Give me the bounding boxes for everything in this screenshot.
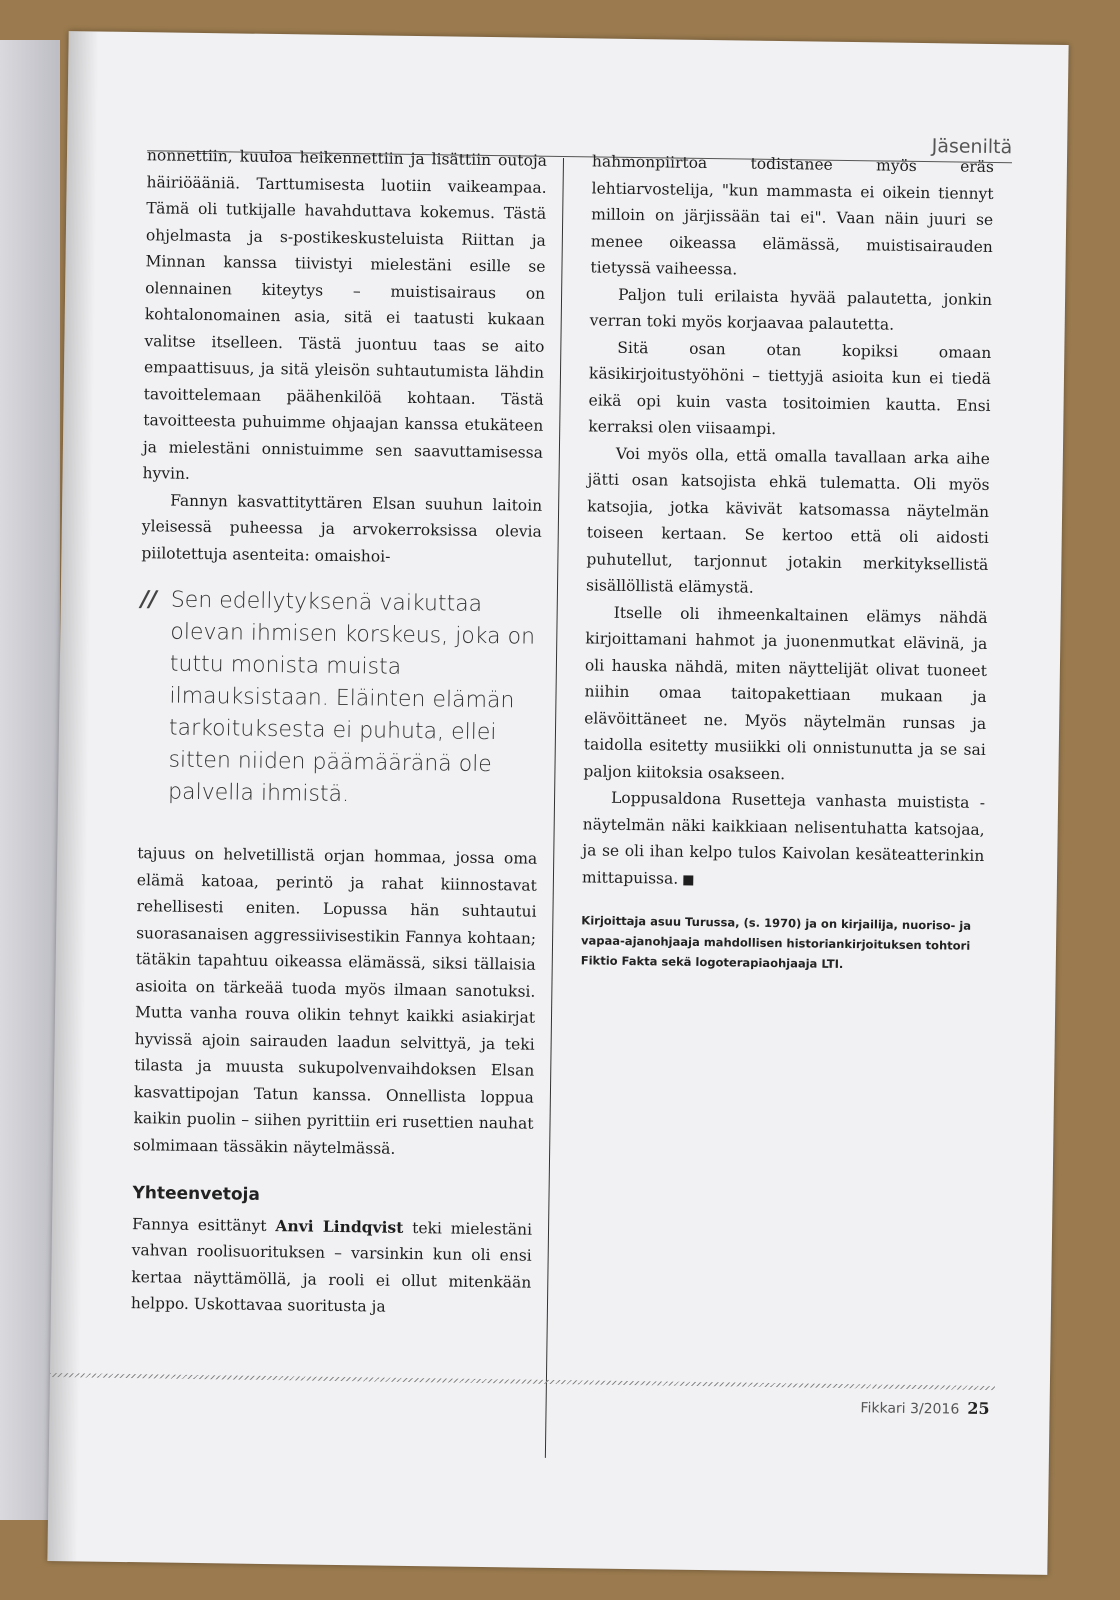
body-paragraph: Fannyn kasvattityttären Elsan suuhun laitoin yleisessä puheessa ja arvokerroksissa olevia piilotettuja asenteita: omaishoi- [141,491,543,566]
actor-name: Anvi Lindqvist [275,1215,404,1237]
subheading: Yhteenvetoja [132,1183,261,1205]
body-paragraph: nonnettiin, kuuloa heikennettiin ja lisättiin outoja häiriöääniä. Tarttumisesta luotiin vaikeampaa. Tämä oli tutkijalle havahduttava kokemus. Tästä ohjelmasta ja s-postikeskusteluista Riittan ja Minnan kanssa tiivistyi mielestäni esille se olennainen kiteytys – muistisairaus on kohtalonomainen asia, sitä ei taatusti kukaan valitse itselleen. Tästä juontuu taas se aito empaattisuus, ja sitä yleisön suhtautumista lähdin tavoittelemaan päähenkilöä kohtaan. Tästä tavoitteesta puhuimme ohjaajan kanssa etukäteen ja mielestäni onnistuimme sen saavuttamisessa hyvin. [142,146,548,483]
body-paragraph: Voi myös olla, että omalla tavallaan arka aihe jätti osan katsojista ehkä tulematta. Oli myös katsojia, jotka kävivät katsomassa näytelmän toiseen kertaan. Se kertoo että oli aidosti puhutellut, tarjonnut jotakin merkityksellistä sisällöllistä elämystä. [585,444,990,597]
left-column [131,142,547,1322]
page-number: 25 [967,1398,990,1419]
paragraph-rest: teki mielestäni vahvan roolisuorituksen – varsinkin kun oli ensi kertaa näyttämöllä, ja rooli ei ollut mitenkään helppo. Uskottavaa suoritusta ja [130,1218,533,1316]
bottom-rule [50,1373,995,1390]
column-divider [545,158,564,1458]
page-footer [860,1397,989,1418]
body-paragraph: Paljon tuli erilaista hyvää palautetta, jonkin verran toki myös korjaavaa palautetta. [589,285,993,334]
body-paragraph: tajuus on helvetillistä orjan hommaa, jossa oma elämä katoaa, perintö ja rahat kiinnostavat rehellisesti eniten. Lopussa hän suhtautui suorasanaisen aggressiivisestikin Fannya kohtaan; tätäkin tapahtuu oikeassa elämässä, siksi tällaisia asioita on tärkeää tuoda myös ilmaan sanotuksi. Mutta vanha rouva olikin tehnyt kaikki asiakirjat hyvissä ajoin sairauden laadun selvittyä, ja teki tilasta ja muusta sukupolvenvaihdoksen Elsan kasvattipojan Tatun kanssa. Onnellista loppua kaikin puolin – siihen pyrittiin eri rusettien nauhat solmimaan tässäkin näytelmässä. [133,844,538,1158]
body-paragraph: Itselle oli ihmeenkaltainen elämys nähdä kirjoittamani hahmot ja juonenmutkat elävinä, ja oli hauska nähdä, miten näyttelijät olivat tuoneet niihin omaa taitopakettiaan mukaan ja elävöittäneet ne. Myös näytelmän runsas ja taidolla esitetty musiikki oli onnistunutta ja se sai paljon kiitoksia osakseen. [583,603,988,783]
body-paragraph [131,1211,532,1323]
pull-quote [138,584,541,814]
pull-quote-text: Sen edellytyksenä vaikuttaa olevan ihmisen korskeus, joka on tuttu monista muista ilmauksistaan. Eläinten elämän tarkoituksesta ei puhuta, ellei sitten niiden päämääränä ole palvella ihmistä. [167,587,536,808]
quote-mark-icon: // [140,587,158,613]
closing-text: Loppusaldona Rusetteja vanhasta muistista -näytelmän näki kaikkiaan nelisentuhatta katsojaa, ja se oli ihan kelpo tulos Kaivolan kesäteatterinkin mittapuissa. [581,788,986,888]
end-mark-icon: ■ [682,872,695,888]
body-paragraph: Sitä osan otan kopiksi omaan käsikirjoitustyöhöni – tiettyjä asioita kun ei tiedä eikä opi kuin vasta tositoimien kautta. Ensi kerraksi olen viisaampi. [588,338,992,439]
author-bio: Kirjoittaja asuu Turussa, (s. 1970) ja on kirjailija, nuoriso- ja vapaa-ajanohjaaja mahdollisen historiankirjoituksen tohtori Fiktio Fakta sekä logoterapiaohjaaja LTI. [580,913,972,971]
magazine-page [47,31,1068,1575]
section-tag: Jäseniltä [931,135,1013,159]
right-column [581,148,994,976]
body-paragraph: hahmonpiirtoa todistanee myös eräs lehtiarvostelija, "kun mammasta ei oikein tiennyt milloin on järjissään tai ei". Vaan näin juuri se menee oikeassa elämässä, muistisairauden tietyssä vaiheessa. [590,152,995,279]
magazine-issue: Fikkari 3/2016 [860,1400,960,1418]
body-paragraph [582,784,985,898]
paragraph-start: Fannya esittänyt [131,1214,276,1235]
